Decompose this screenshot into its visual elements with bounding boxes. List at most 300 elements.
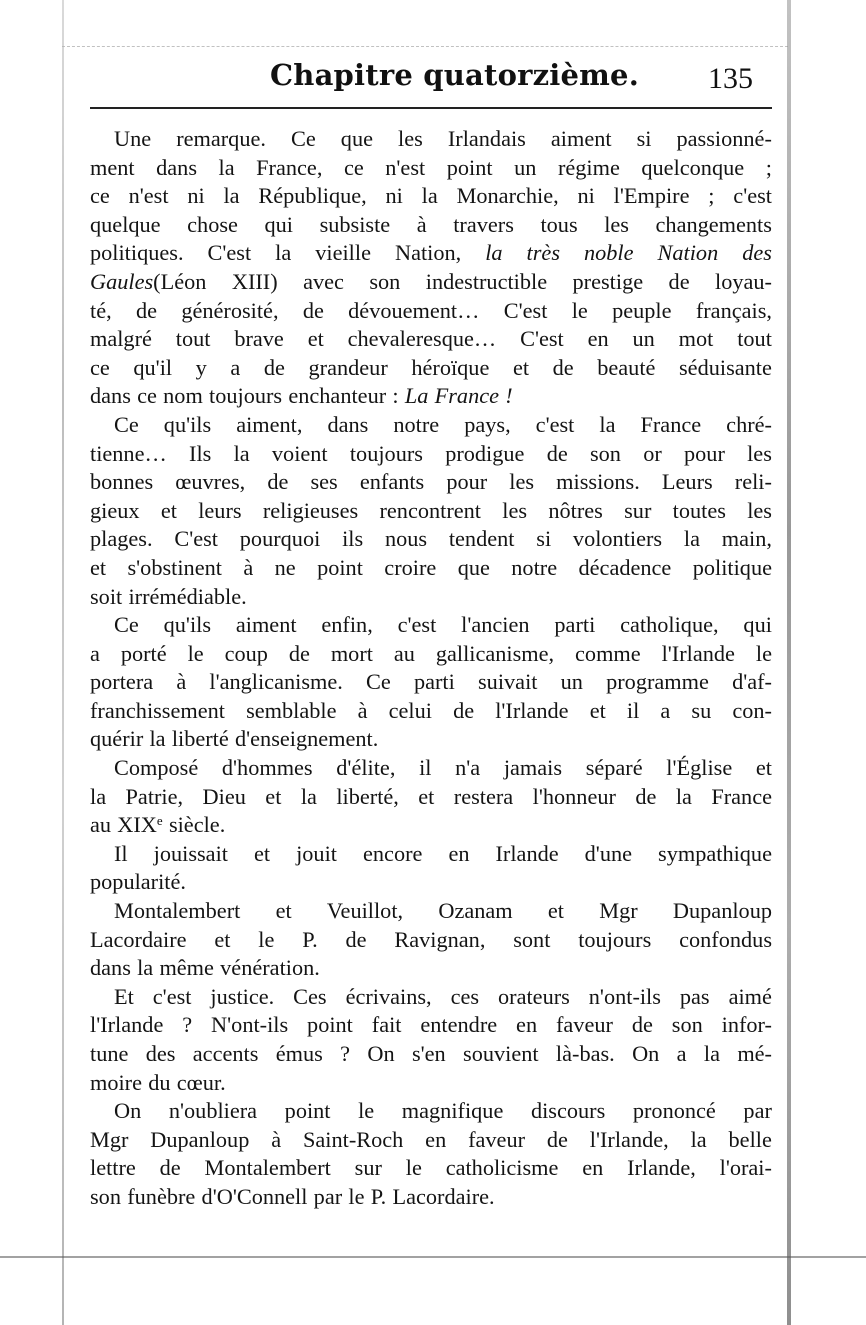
word: tout [737,326,772,352]
word: a [660,697,671,723]
word: la [421,183,438,209]
word: et [90,554,107,580]
word: subsiste [319,211,391,237]
word: de [635,783,657,809]
word: gallicanisme, [435,640,555,666]
word: Montalembert [204,1155,331,1181]
word: la [599,411,616,437]
word: chevaleresque… [347,326,497,352]
word: passionné- [676,126,772,151]
word: à [176,669,187,695]
word: en [587,326,609,352]
word: l'Irlande [661,640,735,666]
word: a [230,354,241,380]
word: dans [156,154,197,180]
word: Ces [293,983,327,1009]
word: de [546,440,568,466]
word: l'Irlande, [589,1126,669,1152]
word: mort [330,640,373,666]
text-line [90,468,772,497]
word: volontiers [572,526,663,552]
word: irrémédiable. [128,583,247,609]
word: prononcé [632,1098,716,1124]
word: même [159,955,214,981]
word: en [448,840,470,866]
text-line [90,783,772,812]
word: indestructible [425,268,548,294]
word: politique [692,554,772,580]
text-line [90,354,772,383]
word: faveur [555,1012,613,1038]
text-line [90,811,772,840]
word: catholicisme [445,1155,559,1181]
word: sur [624,497,652,523]
word: régime [557,154,620,180]
word: Lacordaire. [392,1183,495,1209]
word: ni [385,183,403,209]
word: or [643,440,662,466]
word: tous [540,211,578,237]
word: l'Irlande [90,1012,164,1038]
word: l'orai- [719,1155,772,1181]
word: missions. [556,469,640,495]
word: et [307,326,324,352]
word: peuple [612,297,672,323]
word: Il [114,840,128,866]
text-line [90,926,772,955]
word: fait [371,1012,402,1038]
word: Ce [114,411,139,437]
word: Veuillot, [326,898,404,924]
word: qui [743,612,772,638]
word: croire [384,554,437,580]
word: ce [90,354,110,380]
word: l'Église [666,755,733,781]
word: siècle. [168,812,226,838]
word: et [589,697,606,723]
word: remarque. [176,126,266,151]
text-line [90,297,772,326]
word: de [302,297,324,323]
text-line [90,239,772,268]
word: XIII) [231,268,278,294]
word: ses [310,469,338,495]
word: toujours [349,440,423,466]
word: c'est [733,183,772,209]
word: ; [765,154,772,180]
word: liberté [171,726,229,752]
word: point [284,1098,331,1124]
word: quelconque [641,154,745,180]
word: belle [728,1126,772,1152]
word: la [690,1126,707,1152]
word: qu'ils [163,612,212,638]
word: funèbre [127,1183,196,1209]
word: On [114,1098,142,1124]
word: des [742,240,772,266]
word: prodigue [445,440,525,466]
word: N'ont-ils [211,1012,289,1038]
word: voient [271,440,328,466]
word: là-bas. [555,1041,615,1066]
word: a [90,640,100,666]
word: quelque [90,211,161,237]
word: il [626,697,640,723]
word: français, [695,297,772,323]
text-line [90,583,772,612]
word: malgré [90,326,152,352]
word: soit [90,583,123,609]
word: y [195,354,207,380]
page-number: 135 [708,62,753,95]
word: loyau- [715,268,772,294]
word: pays, [464,411,511,437]
word: ces [450,983,480,1009]
word: n'a [455,755,481,781]
word: le [755,640,772,666]
word: d'une [584,840,633,866]
word: par [743,1098,772,1124]
text-line [90,1126,772,1155]
word: très [526,240,560,266]
word: les [604,211,629,237]
word: l'Empire [613,183,690,209]
word: à [271,1126,282,1152]
word: porté [120,640,167,666]
word: décadence [578,554,672,580]
text-line [90,868,772,897]
word: parti [413,669,455,695]
word: les [502,497,528,523]
word: du [148,1069,171,1095]
word: lettre [90,1155,136,1181]
word: tienne… [90,440,167,466]
word: son [369,268,401,294]
word: aiment [235,612,297,638]
header-rule [90,107,772,109]
word: le [571,297,588,323]
word: le [348,1183,365,1209]
word: et [160,497,177,523]
word: ce [90,183,110,209]
word: l'anglicanisme. [209,669,343,695]
word: noble [583,240,634,266]
word: nom [163,383,203,409]
word: cœur. [176,1069,226,1095]
word: sont [513,926,551,952]
word: Nation, [394,240,462,266]
word: Ils [189,440,212,466]
word: des [145,1041,176,1066]
word: France [640,411,702,437]
word: jouit [296,840,337,866]
word: té, [90,297,112,323]
word: nôtres [548,497,603,523]
word: ce [343,154,364,180]
word: pour [446,469,488,495]
word: il [419,755,432,781]
word: infor- [721,1012,772,1038]
word: la [703,1041,720,1066]
word: si [536,526,552,552]
word: de [345,926,367,952]
word: d'enseignement. [235,726,379,752]
text-line [90,668,772,697]
word: reli- [734,469,772,495]
word: Une [114,126,152,151]
word: su [691,697,712,723]
word: justice. [210,983,275,1009]
word: vieille [315,240,371,266]
word: Ravignan, [394,926,486,952]
word: d'O'Connell [201,1183,308,1209]
word: portera [90,669,154,695]
word: Et [114,983,134,1009]
word: coup [224,640,268,666]
word: n'ont-ils [588,983,661,1009]
word: Nation [657,240,719,266]
scan-edge-left [62,0,64,1325]
word: la [218,154,235,180]
word: le [187,640,204,666]
word: Dupanloup [150,1126,250,1152]
word: C'est [520,326,564,352]
word: de [135,297,158,323]
word: restera [453,783,514,809]
scan-edge-bottom [0,1256,866,1258]
word: franchissement [90,697,225,723]
word: et [512,354,530,380]
word: et [275,898,292,924]
word: ? [340,1041,351,1066]
word: dans [327,411,369,437]
word: c'est [397,612,437,638]
word: si [636,126,652,151]
word: quérir [90,726,144,752]
word: France, [256,154,323,180]
word: et [265,783,282,809]
word: en [582,1155,604,1181]
word: de [546,1126,568,1152]
word: émus [275,1041,323,1066]
word: de [267,469,289,495]
word: enfin, [321,612,373,638]
word: le [258,926,275,952]
word: et [547,898,564,924]
word: les [509,469,535,495]
word: c'est [152,983,192,1009]
word: le [405,1155,422,1181]
word: n'est [385,154,426,180]
word: mot [678,326,714,352]
word: accents [192,1041,259,1066]
text-line [90,325,772,354]
word: On [632,1041,660,1066]
word: faveur [468,1126,526,1152]
word: l'Irlande [495,697,569,723]
word: brave [234,326,284,352]
word: ni [187,183,205,209]
word: Ozanam [438,898,513,924]
text-line [90,554,772,583]
text-line [90,1040,772,1069]
word: générosité, [181,297,279,323]
text-line [90,1097,772,1126]
word: enfants [359,469,425,495]
word: grandeur [308,354,388,380]
word: chose [187,211,238,237]
word: Gaules(Léon [90,268,207,294]
word: Lacordaire [90,926,187,952]
scan-edge-right [787,0,791,1325]
word: tune [90,1041,129,1066]
word: la [149,726,166,752]
word: un [632,326,655,352]
word: de [552,354,574,380]
text-line [90,154,772,183]
word: dévouement… [348,297,480,323]
text-line [90,1154,772,1183]
text-line [90,954,772,983]
word: les [747,497,772,523]
word: catholique, [620,612,719,638]
word: a [676,1041,687,1066]
word: travers [453,211,514,237]
word: changements [655,211,772,237]
word: leurs [198,497,242,523]
word: la [675,783,692,809]
word: enchanteur [288,383,387,409]
text-line [90,1011,772,1040]
word: au [90,812,112,838]
word: prestige [572,268,644,294]
word: la [223,183,240,209]
word: de [631,1012,653,1038]
text-line [90,697,772,726]
word: La [404,383,429,409]
word: notre [511,554,558,580]
text-line [90,640,772,669]
text-line [90,125,772,154]
word: vénération. [220,955,320,981]
word: ! [505,383,513,409]
word: Montalembert [114,898,241,924]
word: C'est [174,526,218,552]
word: en [516,1012,538,1038]
word: ils [342,526,364,552]
text-line [90,1183,772,1212]
word: Monarchie, [456,183,559,209]
word: et [253,840,271,866]
text-line [90,382,772,411]
word: tendent [448,526,515,552]
word: à [357,697,368,723]
text-line [90,725,772,754]
body-text [90,125,772,1212]
word: ce [137,383,157,409]
word: programme [606,669,709,695]
word: de [668,268,690,294]
word: de [453,697,475,723]
word: Mgr [599,898,638,924]
word: que [340,126,373,151]
word: les [747,440,772,466]
word: Irlandais [447,126,526,151]
word: beauté [597,354,656,380]
word: main, [721,526,772,552]
word: Saint-Roch [302,1126,404,1152]
word: Dieu [202,783,246,809]
word: Ce [290,126,316,151]
word: jouissait [153,840,228,866]
word: la [485,240,503,266]
scan-edge-top [62,46,788,48]
word: l'ancien [461,612,530,638]
word: ni [577,183,595,209]
word: entendre [420,1012,498,1038]
word: la [300,783,317,809]
word: ment [90,154,135,180]
word: l'honneur [532,783,616,809]
text-line [90,983,772,1012]
text-line [90,182,772,211]
word: France [434,383,500,409]
word: Composé [114,755,199,781]
word: en [425,1126,447,1152]
word: et [214,926,231,952]
word: toujours [578,926,652,952]
word: pourquoi [239,526,321,552]
word: la [233,440,250,466]
word: n'est [128,183,169,209]
word: écrivains, [345,983,432,1009]
word: confondus [679,926,772,952]
word: son [90,1183,121,1209]
word: séduisante [679,354,772,380]
word: dans [90,383,131,409]
word: con- [732,697,772,723]
word: au [393,640,415,666]
word: On [367,1041,395,1066]
word: point [317,554,363,580]
text-line [90,897,772,926]
word: notre [393,411,440,437]
word: qu'ils [163,411,212,437]
word: P. [302,926,318,952]
word: Patrie, [125,783,184,809]
word: de [263,354,285,380]
word: ne [274,554,296,580]
word: la [683,526,700,552]
word: héroïque [411,354,490,380]
word: aiment [550,126,612,151]
word: de [288,640,310,666]
word: s'obstinent [127,554,222,580]
text-line [90,1069,772,1098]
word: tout [175,326,211,352]
word: aimé [728,983,772,1009]
word: P. [370,1183,387,1209]
running-head: Chapitre quatorzième. [270,58,640,92]
word: encore [363,840,423,866]
word: la [137,955,154,981]
word: son [671,1012,703,1038]
word: la [275,240,292,266]
word: toutes [672,497,726,523]
word: d'af- [732,669,772,695]
word: aiment, [236,411,303,437]
word: Leurs [661,469,713,495]
